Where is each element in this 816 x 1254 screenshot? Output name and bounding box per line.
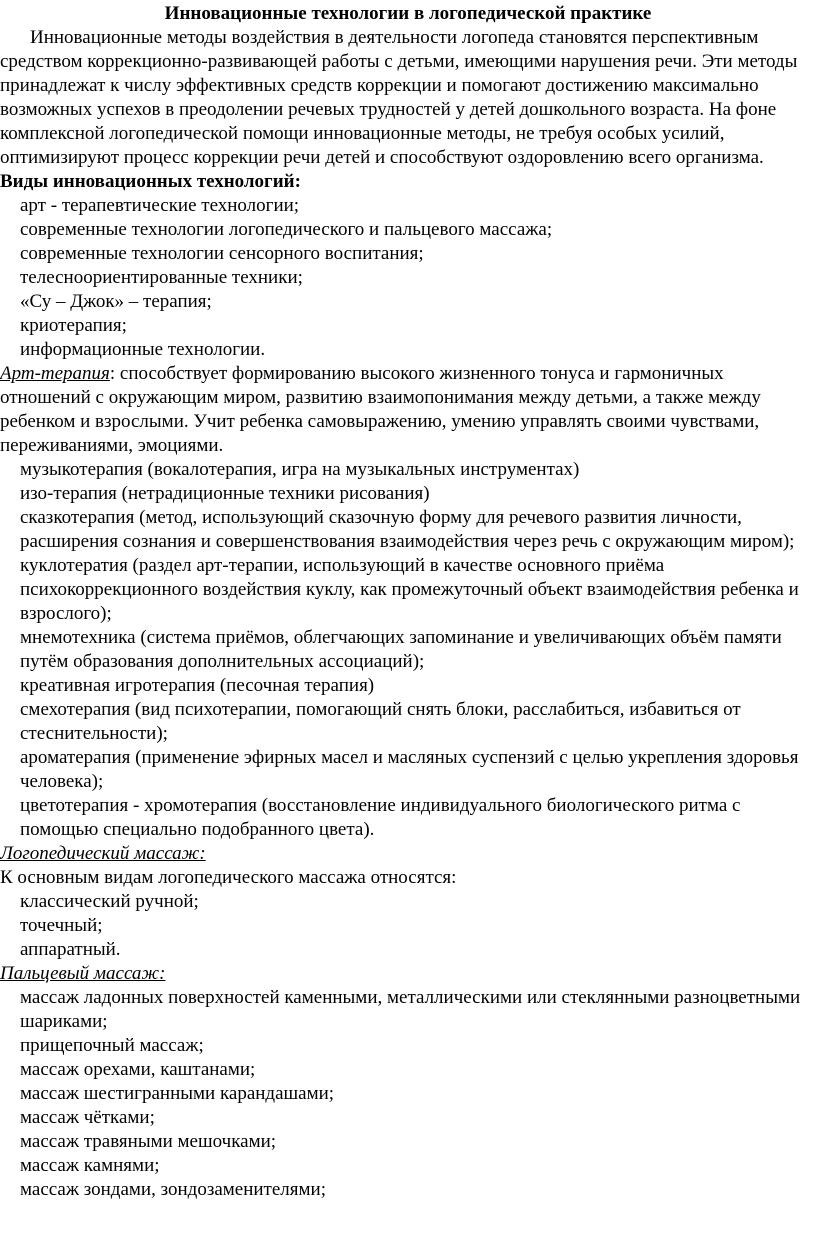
types-heading: Виды инновационных технологий:: [0, 171, 301, 192]
list-item: массаж чётками;: [20, 1107, 155, 1128]
document-title: Инновационные технологии в логопедической практике: [164, 3, 652, 24]
intro-paragraph: Инновационные методы воздействия в деятельности логопеда становятся перспективным средством коррекционно-развивающей работы с детьми, имеющими нарушения речи. Эти методы принадлежат к числу эффективных средств коррекции и помогают достижению максимально возможных успехов в преодолении речевых трудностей у детей дошкольного возраста. На фоне комплексной логопедической помощи инновационные методы, не требуя особых усилий, оптимизируют процесс коррекции речи детей и способствуют оздоровлению всего организма.: [0, 27, 798, 168]
list-item: массаж ладонных поверхностей каменными, металлическими или стеклянными разноцветными шариками;: [20, 987, 801, 1032]
art-therapy-text: способствует формированию высокого жизненного тонуса и гармоничных отношений с окружающим миром, развитию взаимопонимания между детьми, а также между ребенком и взрослыми. Учит ребенка самовыражению, умению управлять своими чувствами, переживаниями, эмоциями.: [0, 363, 761, 456]
art-therapy-colon: :: [109, 363, 116, 384]
logopedic-massage-heading: Логопедический массаж:: [0, 843, 206, 864]
list-item: точечный;: [20, 915, 103, 936]
list-item: арт - терапевтические технологии;: [20, 195, 300, 216]
list-item: современные технологии сенсорного воспитания;: [20, 243, 424, 264]
list-item: ароматерапия (применение эфирных масел и масляных суспензий с целью укрепления здоровья человека);: [20, 747, 799, 792]
list-item: массаж шестигранными карандашами;: [20, 1083, 335, 1104]
finger-massage-list: [0, 986, 816, 1202]
finger-massage-heading: Пальцевый массаж:: [0, 963, 166, 984]
art-therapy-list: [0, 458, 816, 842]
list-item: информационные технологии.: [20, 339, 266, 360]
types-list: [0, 194, 816, 362]
list-item: телесноориентированные техники;: [20, 267, 303, 288]
art-therapy-paragraph: [0, 362, 816, 458]
list-item: аппаратный.: [20, 939, 121, 960]
logopedic-massage-intro: К основным видам логопедического массажа относятся:: [0, 867, 457, 888]
list-item: музыкотерапия (вокалотерапия, игра на музыкальных инструментах): [20, 459, 580, 480]
list-item: классический ручной;: [20, 891, 199, 912]
list-item: массаж зондами, зондозаменителями;: [20, 1179, 326, 1200]
list-item: массаж орехами, каштанами;: [20, 1059, 256, 1080]
list-item: криотерапия;: [20, 315, 127, 336]
list-item: прищепочный массаж;: [20, 1035, 204, 1056]
list-item: современные технологии логопедического и пальцевого массажа;: [20, 219, 553, 240]
list-item: «Су – Джок» – терапия;: [20, 291, 212, 312]
list-item: мнемотехника (система приёмов, облегчающих запоминание и увеличивающих объём памяти путём образования дополнительных ассоциаций);: [20, 627, 782, 672]
logopedic-massage-list: [0, 890, 816, 962]
list-item: изо-терапия (нетрадиционные техники рисования): [20, 483, 430, 504]
list-item: смехотерапия (вид психотерапии, помогающий снять блоки, расслабиться, избавиться от стеснительности);: [20, 699, 741, 744]
list-item: массаж травяными мешочками;: [20, 1131, 277, 1152]
list-item: креативная игротерапия (песочная терапия): [20, 675, 375, 696]
list-item: куклотератия (раздел арт-терапии, использующий в качестве основного приёма психокоррекционного воздействия куклу, как промежуточный объект взаимодействия ребенка и взрослого);: [20, 555, 799, 624]
list-item: сказкотерапия (метод, использующий сказочную форму для речевого развития личности, расширения сознания и совершенствования взаимодействия через речь с окружающим миром);: [20, 507, 795, 552]
art-therapy-term: Арт-терапия: [0, 363, 110, 384]
list-item: массаж камнями;: [20, 1155, 160, 1176]
list-item: цветотерапия - хромотерапия (восстановление индивидуального биологического ритма с помощью специально подобранного цвета).: [20, 795, 741, 840]
